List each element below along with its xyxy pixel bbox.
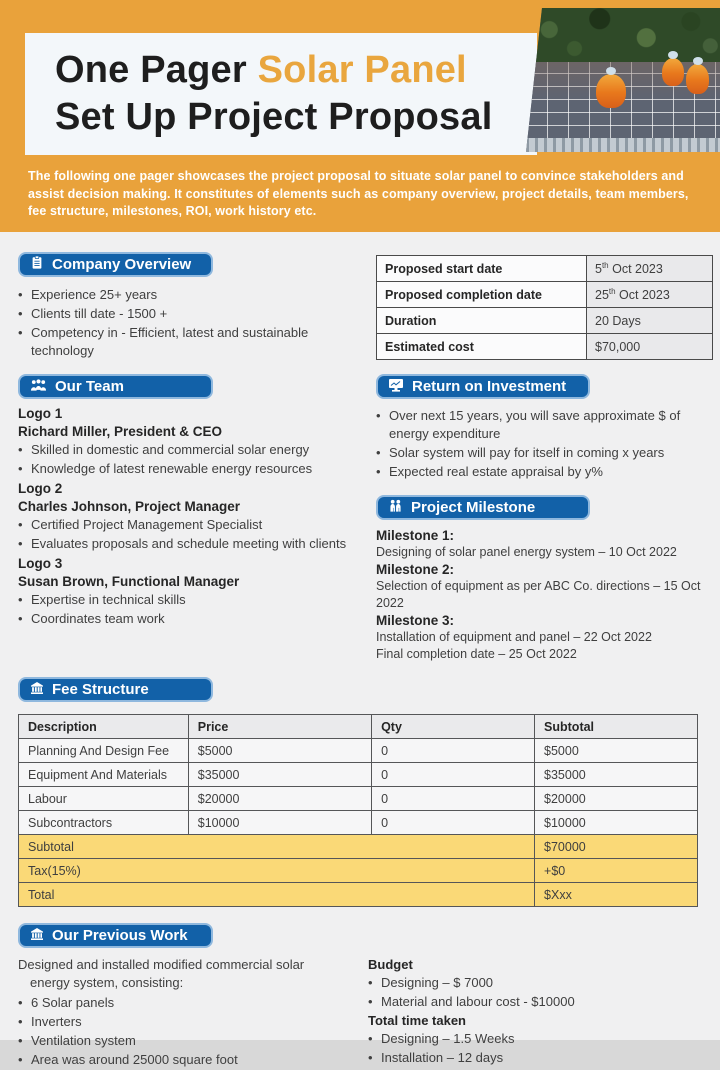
table-cell: 0 — [372, 763, 535, 787]
table-cell: $35000 — [535, 763, 698, 787]
clipboard-icon — [30, 255, 44, 274]
table-cell: $10000 — [188, 811, 371, 835]
summary-value: +$0 — [535, 859, 698, 883]
column-header: Description — [19, 715, 189, 739]
member-name: Susan Brown, Functional Manager — [18, 574, 240, 589]
title-box — [25, 33, 537, 155]
table-row — [377, 282, 713, 308]
list-item: • Ventilation system — [18, 1032, 336, 1050]
member-bullets — [18, 591, 350, 628]
page-title-line1 — [55, 47, 537, 94]
milestone-label: Milestone 1: — [376, 528, 455, 543]
table-row — [19, 739, 698, 763]
table-cell-value: 25th Oct 2023 — [587, 282, 713, 308]
column-header: Price — [188, 715, 371, 739]
people-pair-icon — [388, 499, 403, 517]
table-cell-label: Estimated cost — [377, 334, 587, 360]
table-cell: Equipment And Materials — [19, 763, 189, 787]
summary-value: $70000 — [535, 835, 698, 859]
table-cell-label: Duration — [377, 308, 587, 334]
list-item: • Designing – 1.5 Weeks — [368, 1030, 698, 1048]
band-team-roi — [18, 374, 702, 663]
company-overview-list — [18, 286, 350, 360]
list-item: • Clients till date - 1500 + — [18, 305, 350, 323]
roof-edge — [526, 138, 720, 152]
list-item: • Material and labour cost - $10000 — [368, 993, 698, 1011]
page-title-line2: Set Up Project Proposal — [55, 96, 493, 138]
table-cell-value: 20 Days — [587, 308, 713, 334]
member-name: Richard Miller, President & CEO — [18, 424, 223, 439]
main-content — [0, 232, 720, 1070]
previous-work-intro: Designed and installed modified commercial solar energy system, consisting: — [18, 957, 305, 990]
band-overview — [18, 252, 702, 361]
milestone-text: Installation of equipment and panel – 22 Oct 2022 — [376, 630, 652, 644]
trees-background — [526, 8, 720, 62]
member-logo: Logo 1 — [18, 406, 63, 421]
company-overview-section — [18, 252, 350, 361]
list-item: • Knowledge of latest renewable energy resources — [18, 460, 350, 478]
title-black: One Pager — [55, 49, 258, 91]
table-row — [377, 308, 713, 334]
intro-paragraph: The following one pager showcases the project proposal to situate solar panel to convince stakeholders and assist decision making. It constitutes of elements such as company overview, project details, team members, fee structure, milestones, ROI, work history etc. — [28, 169, 689, 218]
table-cell: 0 — [372, 787, 535, 811]
member-bullets — [18, 516, 350, 553]
list-item: • Expertise in technical skills — [18, 591, 350, 609]
table-cell: 0 — [372, 739, 535, 763]
table-row — [377, 334, 713, 360]
list-item: • 6 Solar panels — [18, 994, 336, 1012]
our-team-badge — [18, 374, 213, 399]
solar-workers-photo — [526, 8, 720, 152]
milestone-item — [376, 561, 720, 612]
milestone-text: Selection of equipment as per ABC Co. directions – 15 Oct 2022 — [376, 579, 701, 610]
member-bullets — [18, 441, 350, 478]
table-cell: $5000 — [535, 739, 698, 763]
section-title: Project Milestone — [411, 499, 536, 516]
table-row — [19, 763, 698, 787]
list-item: • Installation – 12 days — [368, 1049, 698, 1067]
previous-work-badge — [18, 923, 213, 948]
worker-figure — [596, 74, 626, 108]
section-title: Return on Investment — [412, 378, 567, 395]
bank-icon — [30, 681, 44, 699]
previous-work-section — [18, 923, 702, 1070]
section-title: Our Previous Work — [52, 927, 188, 944]
table-cell-label: Proposed start date — [377, 256, 587, 282]
member-name: Charles Johnson, Project Manager — [18, 499, 241, 514]
return-on-investment-badge — [376, 374, 590, 399]
table-row — [377, 256, 713, 282]
milestone-item — [376, 527, 720, 561]
previous-work-left — [18, 956, 336, 1070]
previous-work-list — [18, 994, 336, 1069]
budget-list — [368, 974, 698, 1011]
summary-row — [19, 835, 698, 859]
building-icon — [30, 927, 44, 945]
milestone-text: Designing of solar panel energy system – 10 Oct 2022 — [376, 545, 677, 559]
summary-label: Tax(15%) — [19, 859, 535, 883]
fee-structure-section — [18, 677, 702, 907]
table-cell: $20000 — [188, 787, 371, 811]
team-member — [18, 405, 350, 478]
our-team-section — [18, 374, 350, 663]
table-cell: 0 — [372, 811, 535, 835]
list-item: • Solar system will pay for itself in coming x years — [376, 444, 720, 462]
section-title: Fee Structure — [52, 681, 149, 698]
header — [0, 0, 720, 232]
table-cell-value: $70,000 — [587, 334, 713, 360]
project-milestone-badge — [376, 495, 590, 520]
table-cell: $35000 — [188, 763, 371, 787]
member-logo: Logo 2 — [18, 481, 63, 496]
table-header-row — [19, 715, 698, 739]
project-details-section — [376, 252, 720, 361]
summary-value: $Xxx — [535, 883, 698, 907]
section-title: Our Team — [55, 378, 124, 395]
time-taken-heading: Total time taken — [368, 1013, 467, 1028]
previous-work-columns — [18, 956, 702, 1070]
list-item: • Area was around 25000 square foot — [18, 1051, 336, 1069]
team-icon — [30, 378, 47, 396]
table-cell: $5000 — [188, 739, 371, 763]
list-item: • Inverters — [18, 1013, 336, 1031]
list-item: • Expected real estate appraisal by y% — [376, 463, 720, 481]
list-item: • Experience 25+ years — [18, 286, 350, 304]
list-item: • Designing – $ 7000 — [368, 974, 698, 992]
team-member — [18, 555, 350, 628]
member-logo: Logo 3 — [18, 556, 63, 571]
table-row — [19, 811, 698, 835]
table-cell: Labour — [19, 787, 189, 811]
summary-row — [19, 883, 698, 907]
milestone-label: Milestone 3: — [376, 613, 455, 628]
milestone-text: Final completion date – 25 Oct 2022 — [376, 647, 577, 661]
table-row — [19, 787, 698, 811]
summary-row — [19, 859, 698, 883]
list-item: • Skilled in domestic and commercial solar energy — [18, 441, 350, 459]
budget-heading: Budget — [368, 957, 413, 972]
list-item: • Evaluates proposals and schedule meeting with clients — [18, 535, 350, 553]
company-overview-badge — [18, 252, 213, 277]
team-member — [18, 480, 350, 553]
table-cell-value: 5th Oct 2023 — [587, 256, 713, 282]
table-cell: Subcontractors — [19, 811, 189, 835]
column-header: Qty — [372, 715, 535, 739]
worker-figure — [686, 64, 709, 94]
list-item: • Coordinates team work — [18, 610, 350, 628]
milestone-item — [376, 612, 720, 663]
table-cell: $20000 — [535, 787, 698, 811]
summary-label: Total — [19, 883, 535, 907]
list-item: • Certified Project Management Specialist — [18, 516, 350, 534]
project-details-table — [376, 255, 713, 360]
roi-list — [376, 407, 720, 481]
title-accent: Solar Panel — [257, 49, 467, 91]
time-taken-list — [368, 1030, 698, 1067]
summary-label: Subtotal — [19, 835, 535, 859]
roi-milestone-column — [376, 374, 720, 663]
worker-figure — [662, 58, 684, 86]
column-header: Subtotal — [535, 715, 698, 739]
table-cell: Planning And Design Fee — [19, 739, 189, 763]
fee-table — [18, 714, 698, 907]
fee-structure-badge — [18, 677, 213, 702]
milestone-label: Milestone 2: — [376, 562, 455, 577]
section-title: Company Overview — [52, 256, 192, 273]
table-cell: $10000 — [535, 811, 698, 835]
list-item: • Competency in - Efficient, latest and sustainable technology — [18, 324, 350, 360]
table-cell-label: Proposed completion date — [377, 282, 587, 308]
monitor-icon — [388, 378, 404, 396]
previous-work-right — [368, 956, 698, 1070]
list-item: • Over next 15 years, you will save approximate $ of energy expenditure — [376, 407, 720, 443]
